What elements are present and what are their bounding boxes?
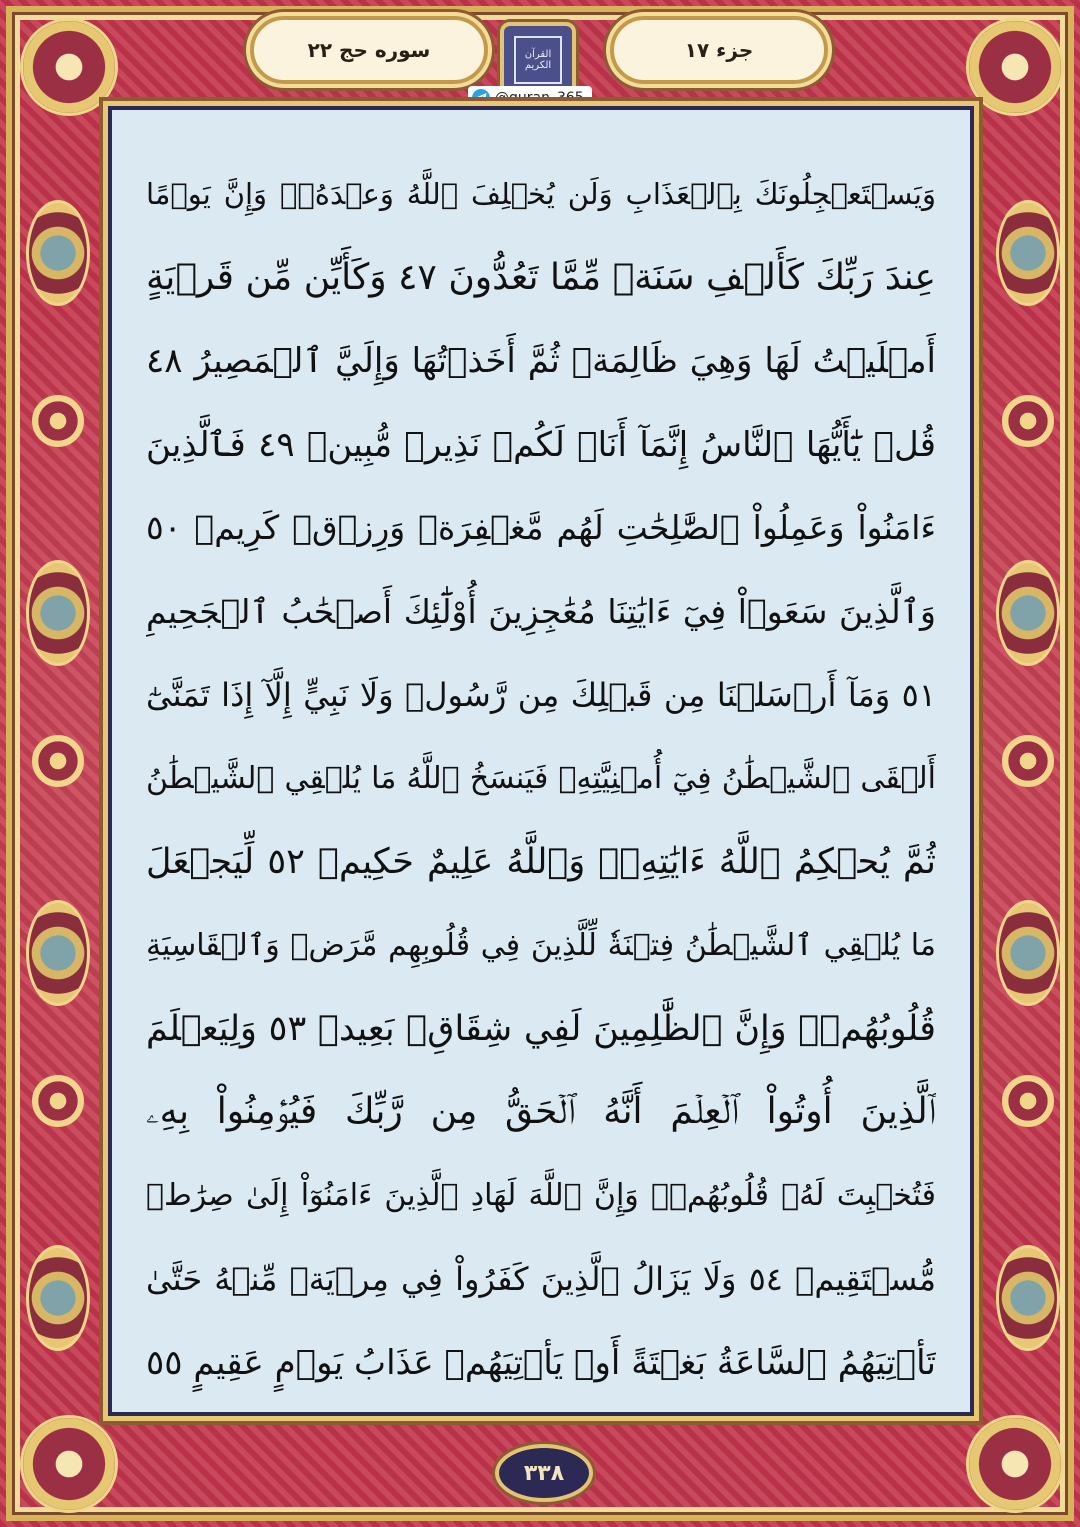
verse-line	[146, 737, 936, 821]
verse-line	[146, 1071, 936, 1155]
verse-line-text: ثُمَّ يُحۡكِمُ ٱللَّهُ ءَايَٰتِهِۦۗ وَٱللَّهُ عَلِيمٌ حَكِيمٞ ٥٢ لِّيَجۡعَلَ	[146, 841, 936, 882]
verse-line	[146, 236, 936, 320]
verse-text-frame	[108, 106, 974, 1416]
verse-line-text: أَلۡقَى ٱلشَّيۡطَٰنُ فِيٓ أُمۡنِيَّتِهِۦ فَيَنسَخُ ٱللَّهُ مَا يُلۡقِي ٱلشَّيۡطَٰنُ	[146, 760, 936, 796]
side-medallion-left-1	[26, 200, 90, 306]
verse-line-text: ٥١ وَمَآ أَرۡسَلۡنَا مِن قَبۡلِكَ مِن رَّسُولٖ وَلَا نَبِيٍّ إِلَّآ إِذَا تَمَنَّىٰٓ	[146, 675, 936, 714]
verse-line	[146, 1238, 936, 1322]
verse-line	[146, 820, 936, 904]
side-rosette-right-2	[1002, 735, 1054, 787]
surah-label: سوره حج ۲۲	[250, 16, 488, 84]
verse-line-text: ءَامَنُواْ وَعَمِلُواْ ٱلصَّٰلِحَٰتِ لَهُم مَّغۡفِرَةٞ وَرِزۡقٞ كَرِيمٞ ٥٠	[146, 508, 936, 548]
verse-line-text: ٱلَّذِينَ أُوتُواْ ٱلۡعِلۡمَ أَنَّهُ ٱلۡحَقُّ مِن رَّبِّكَ فَيُؤۡمِنُواْ بِهِۦ	[146, 1091, 936, 1133]
verse-lines	[146, 152, 936, 1405]
corner-ornament-top-right	[966, 18, 1064, 116]
corner-ornament-bottom-left	[20, 1415, 118, 1513]
verse-line	[146, 987, 936, 1071]
verse-line	[146, 570, 936, 654]
verse-line	[146, 403, 936, 487]
side-medallion-left-2	[26, 560, 90, 666]
verse-line	[146, 904, 936, 988]
side-medallion-right-2	[996, 560, 1060, 666]
side-medallion-right-3	[996, 900, 1060, 1006]
side-medallion-left-4	[26, 1245, 90, 1351]
side-medallion-right-1	[996, 200, 1060, 306]
side-medallion-right-4	[996, 1245, 1060, 1351]
verse-line-text: تَأۡتِيَهُمُ ٱلسَّاعَةُ بَغۡتَةً أَوۡ يَأۡتِيَهُمۡ عَذَابُ يَوۡمٍ عَقِيمٍ ٥٥	[146, 1342, 936, 1383]
verse-line	[146, 653, 936, 737]
verse-line-text: وَيَسۡتَعۡجِلُونَكَ بِٱلۡعَذَابِ وَلَن يُخۡلِفَ ٱللَّهُ وَعۡدَهُۥۚ وَإِنَّ يَوۡمًا	[146, 176, 936, 211]
page-number: ۳۳۸	[495, 1444, 593, 1502]
side-medallion-left-3	[26, 900, 90, 1006]
emblem-text: القرآن الكريم	[514, 36, 562, 84]
verse-line	[146, 152, 936, 236]
side-rosette-left-1	[32, 395, 84, 447]
verse-line-text: وَٱلَّذِينَ سَعَوۡاْ فِيٓ ءَايَٰتِنَا مُعَٰجِزِينَ أُوْلَٰٓئِكَ أَصۡحَٰبُ ٱلۡجَحِيمِ	[146, 591, 936, 631]
corner-ornament-bottom-right	[966, 1415, 1064, 1513]
verse-line	[146, 486, 936, 570]
verse-line-text: قُلۡ يَٰٓأَيُّهَا ٱلنَّاسُ إِنَّمَآ أَنَا۠ لَكُمۡ نَذِيرٞ مُّبِينٞ ٤٩ فَٱلَّذِينَ	[146, 424, 936, 465]
corner-ornament-top-left	[20, 18, 118, 116]
verse-line-text: أَمۡلَيۡتُ لَهَا وَهِيَ ظَالِمَةٞ ثُمَّ أَخَذۡتُهَا وَإِلَيَّ ٱلۡمَصِيرُ ٤٨	[146, 341, 936, 382]
verse-line	[146, 1154, 936, 1238]
social-handle-text: @quran_365	[495, 90, 584, 106]
verse-line	[146, 1321, 936, 1405]
telegram-icon	[472, 89, 490, 107]
verse-line-text: عِندَ رَبِّكَ كَأَلۡفِ سَنَةٖ مِّمَّا تَعُدُّونَ ٤٧ وَكَأَيِّن مِّن قَرۡيَةٍ	[146, 256, 936, 298]
verse-line-text: قُلُوبُهُمۡۗ وَإِنَّ ٱلظَّٰلِمِينَ لَفِي شِقَاقِۭ بَعِيدٖ ٥٣ وَلِيَعۡلَمَ	[146, 1008, 936, 1049]
side-rosette-left-3	[32, 1075, 84, 1127]
side-rosette-right-3	[1002, 1075, 1054, 1127]
verse-line	[146, 319, 936, 403]
verse-line-text: مَا يُلۡقِي ٱلشَّيۡطَٰنُ فِتۡنَةٗ لِّلَّذِينَ فِي قُلُوبِهِم مَّرَضٞ وَٱلۡقَاسِيَةِ	[146, 927, 936, 963]
side-rosette-right-1	[1002, 395, 1054, 447]
verse-line-text: مُّسۡتَقِيمٖ ٥٤ وَلَا يَزَالُ ٱلَّذِينَ كَفَرُواْ فِي مِرۡيَةٖ مِّنۡهُ حَتَّىٰ	[146, 1260, 936, 1299]
juz-label: جزء ۱۷	[610, 16, 828, 84]
side-rosette-left-2	[32, 735, 84, 787]
verse-line-text: فَتُخۡبِتَ لَهُۥ قُلُوبُهُمۡۗ وَإِنَّ ٱللَّهَ لَهَادِ ٱلَّذِينَ ءَامَنُوٓاْ إِلَىٰ صِرَٰطٖ	[146, 1178, 936, 1214]
